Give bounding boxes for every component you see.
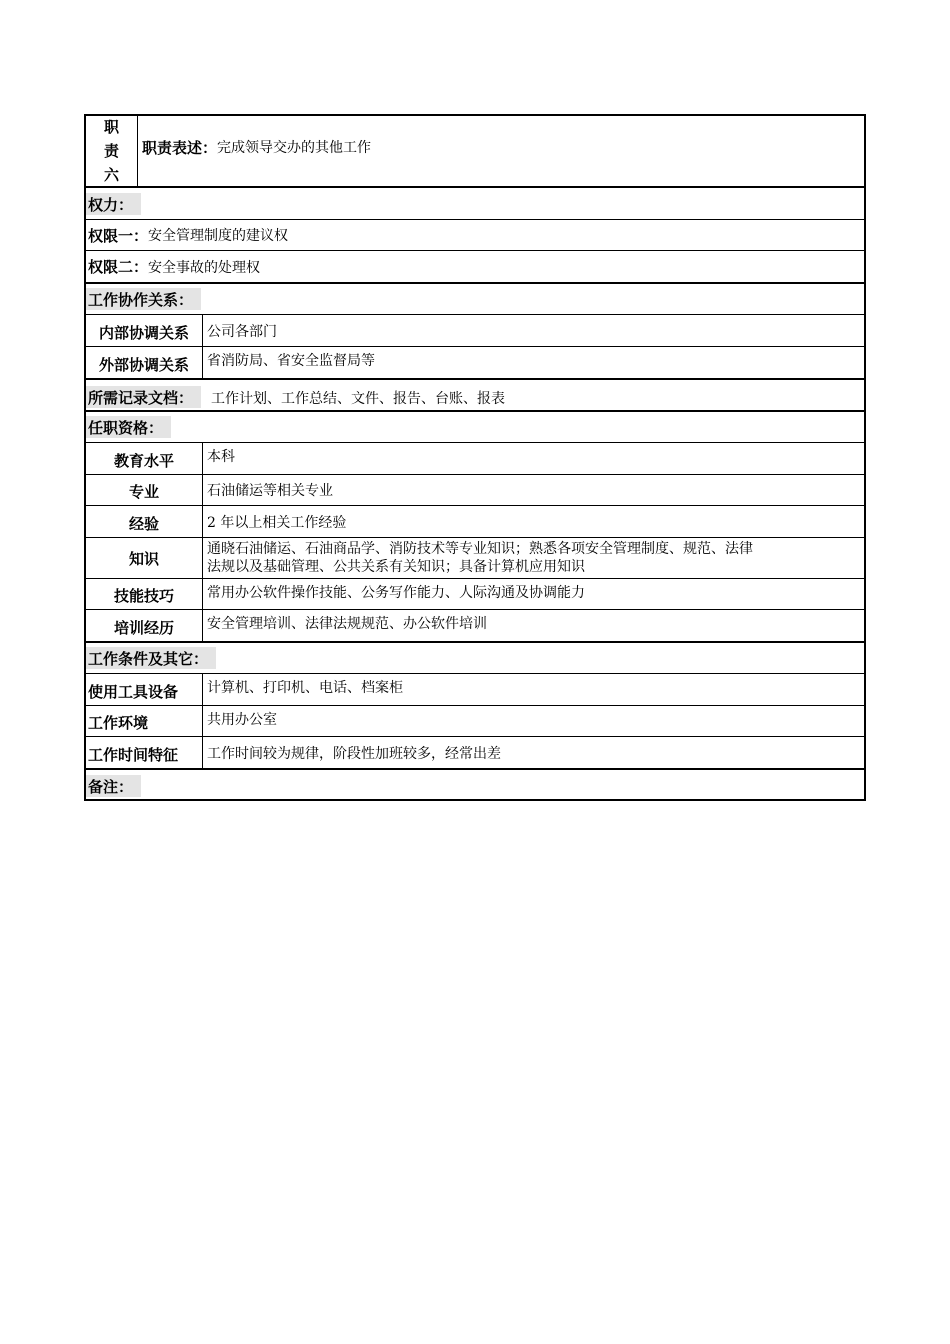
remarks-row	[84, 770, 866, 801]
qualification-row	[84, 610, 866, 643]
duty-six-row	[84, 114, 866, 188]
knowledge-line: 法规以及基础管理、公共关系有关知识；具备计算机应用知识	[207, 559, 585, 575]
knowledge-line: 通晓石油储运、石油商品学、消防技术等专业知识；熟悉各项安全管理制度、规范、法律	[207, 541, 753, 557]
cooperation-row	[84, 315, 866, 347]
qualification-label: 知识	[86, 538, 203, 578]
duty-label-char: 六	[103, 166, 119, 184]
conditions-header: 工作条件及其它：	[86, 647, 216, 669]
duty-six-label	[86, 116, 138, 186]
condition-label: 使用工具设备	[86, 674, 203, 705]
cooperation-header: 工作协作关系：	[86, 288, 201, 310]
cooperation-header-row	[84, 284, 866, 315]
condition-row	[84, 706, 866, 737]
duty-desc-value: 完成领导交办的其他工作	[217, 140, 372, 156]
authority-item-value: 安全事故的处理权	[148, 259, 261, 276]
authority-item-label: 权限二：	[88, 258, 149, 276]
condition-value: 计算机、打印机、电话、档案柜	[207, 680, 403, 696]
job-description-table	[84, 114, 866, 801]
qualification-value: 石油储运等相关专业	[207, 483, 333, 499]
remarks-header: 备注：	[86, 775, 141, 797]
cooperation-label: 外部协调关系	[86, 347, 203, 378]
authority-item-label: 权限一：	[88, 226, 149, 245]
qualification-value: 常用办公软件操作技能、公务写作能力、人际沟通及协调能力	[207, 585, 585, 601]
records-value: 工作计划、工作总结、文件、报告、台账、报表	[211, 391, 506, 407]
condition-row	[84, 674, 866, 706]
duty-six-description	[138, 116, 864, 186]
qualification-row	[84, 475, 866, 506]
qualification-label: 经验	[86, 506, 203, 537]
qualification-value: 本科	[207, 449, 235, 465]
qualification-label: 教育水平	[86, 443, 203, 474]
qualification-value: 安全管理培训、法律法规规范、办公软件培训	[207, 616, 487, 632]
qualification-row	[84, 443, 866, 475]
cooperation-value: 公司各部门	[207, 323, 277, 340]
qualification-value	[203, 538, 864, 578]
records-row	[84, 380, 866, 412]
authority-item-value: 安全管理制度的建议权	[148, 228, 289, 244]
qualification-label: 培训经历	[86, 610, 203, 641]
qualification-label: 专业	[86, 475, 203, 505]
condition-row	[84, 737, 866, 770]
duty-label-char: 职	[103, 118, 119, 136]
cooperation-value: 省消防局、省安全监督局等	[207, 353, 375, 369]
qualifications-header: 任职资格：	[86, 416, 171, 438]
authority-header-row	[84, 188, 866, 220]
cooperation-label: 内部协调关系	[86, 315, 203, 346]
authority-item-row	[84, 251, 866, 284]
qualification-row	[84, 506, 866, 538]
qualification-value: 2 年以上相关工作经验	[207, 514, 347, 531]
condition-label: 工作环境	[86, 706, 203, 736]
duty-label-char: 责	[103, 142, 119, 160]
authority-item-row	[84, 220, 866, 251]
conditions-header-row	[84, 643, 866, 674]
authority-header: 权力：	[86, 193, 141, 215]
condition-label: 工作时间特征	[86, 737, 203, 768]
condition-value: 工作时间较为规律，阶段性加班较多，经常出差	[207, 745, 501, 762]
qualification-row	[84, 538, 866, 579]
condition-value: 共用办公室	[207, 712, 277, 728]
records-label: 所需记录文档：	[86, 386, 201, 408]
qualification-label: 技能技巧	[86, 579, 203, 609]
cooperation-row	[84, 347, 866, 380]
qualifications-header-row	[84, 412, 866, 443]
qualification-row	[84, 579, 866, 610]
duty-desc-label: 职责表述：	[142, 138, 218, 157]
